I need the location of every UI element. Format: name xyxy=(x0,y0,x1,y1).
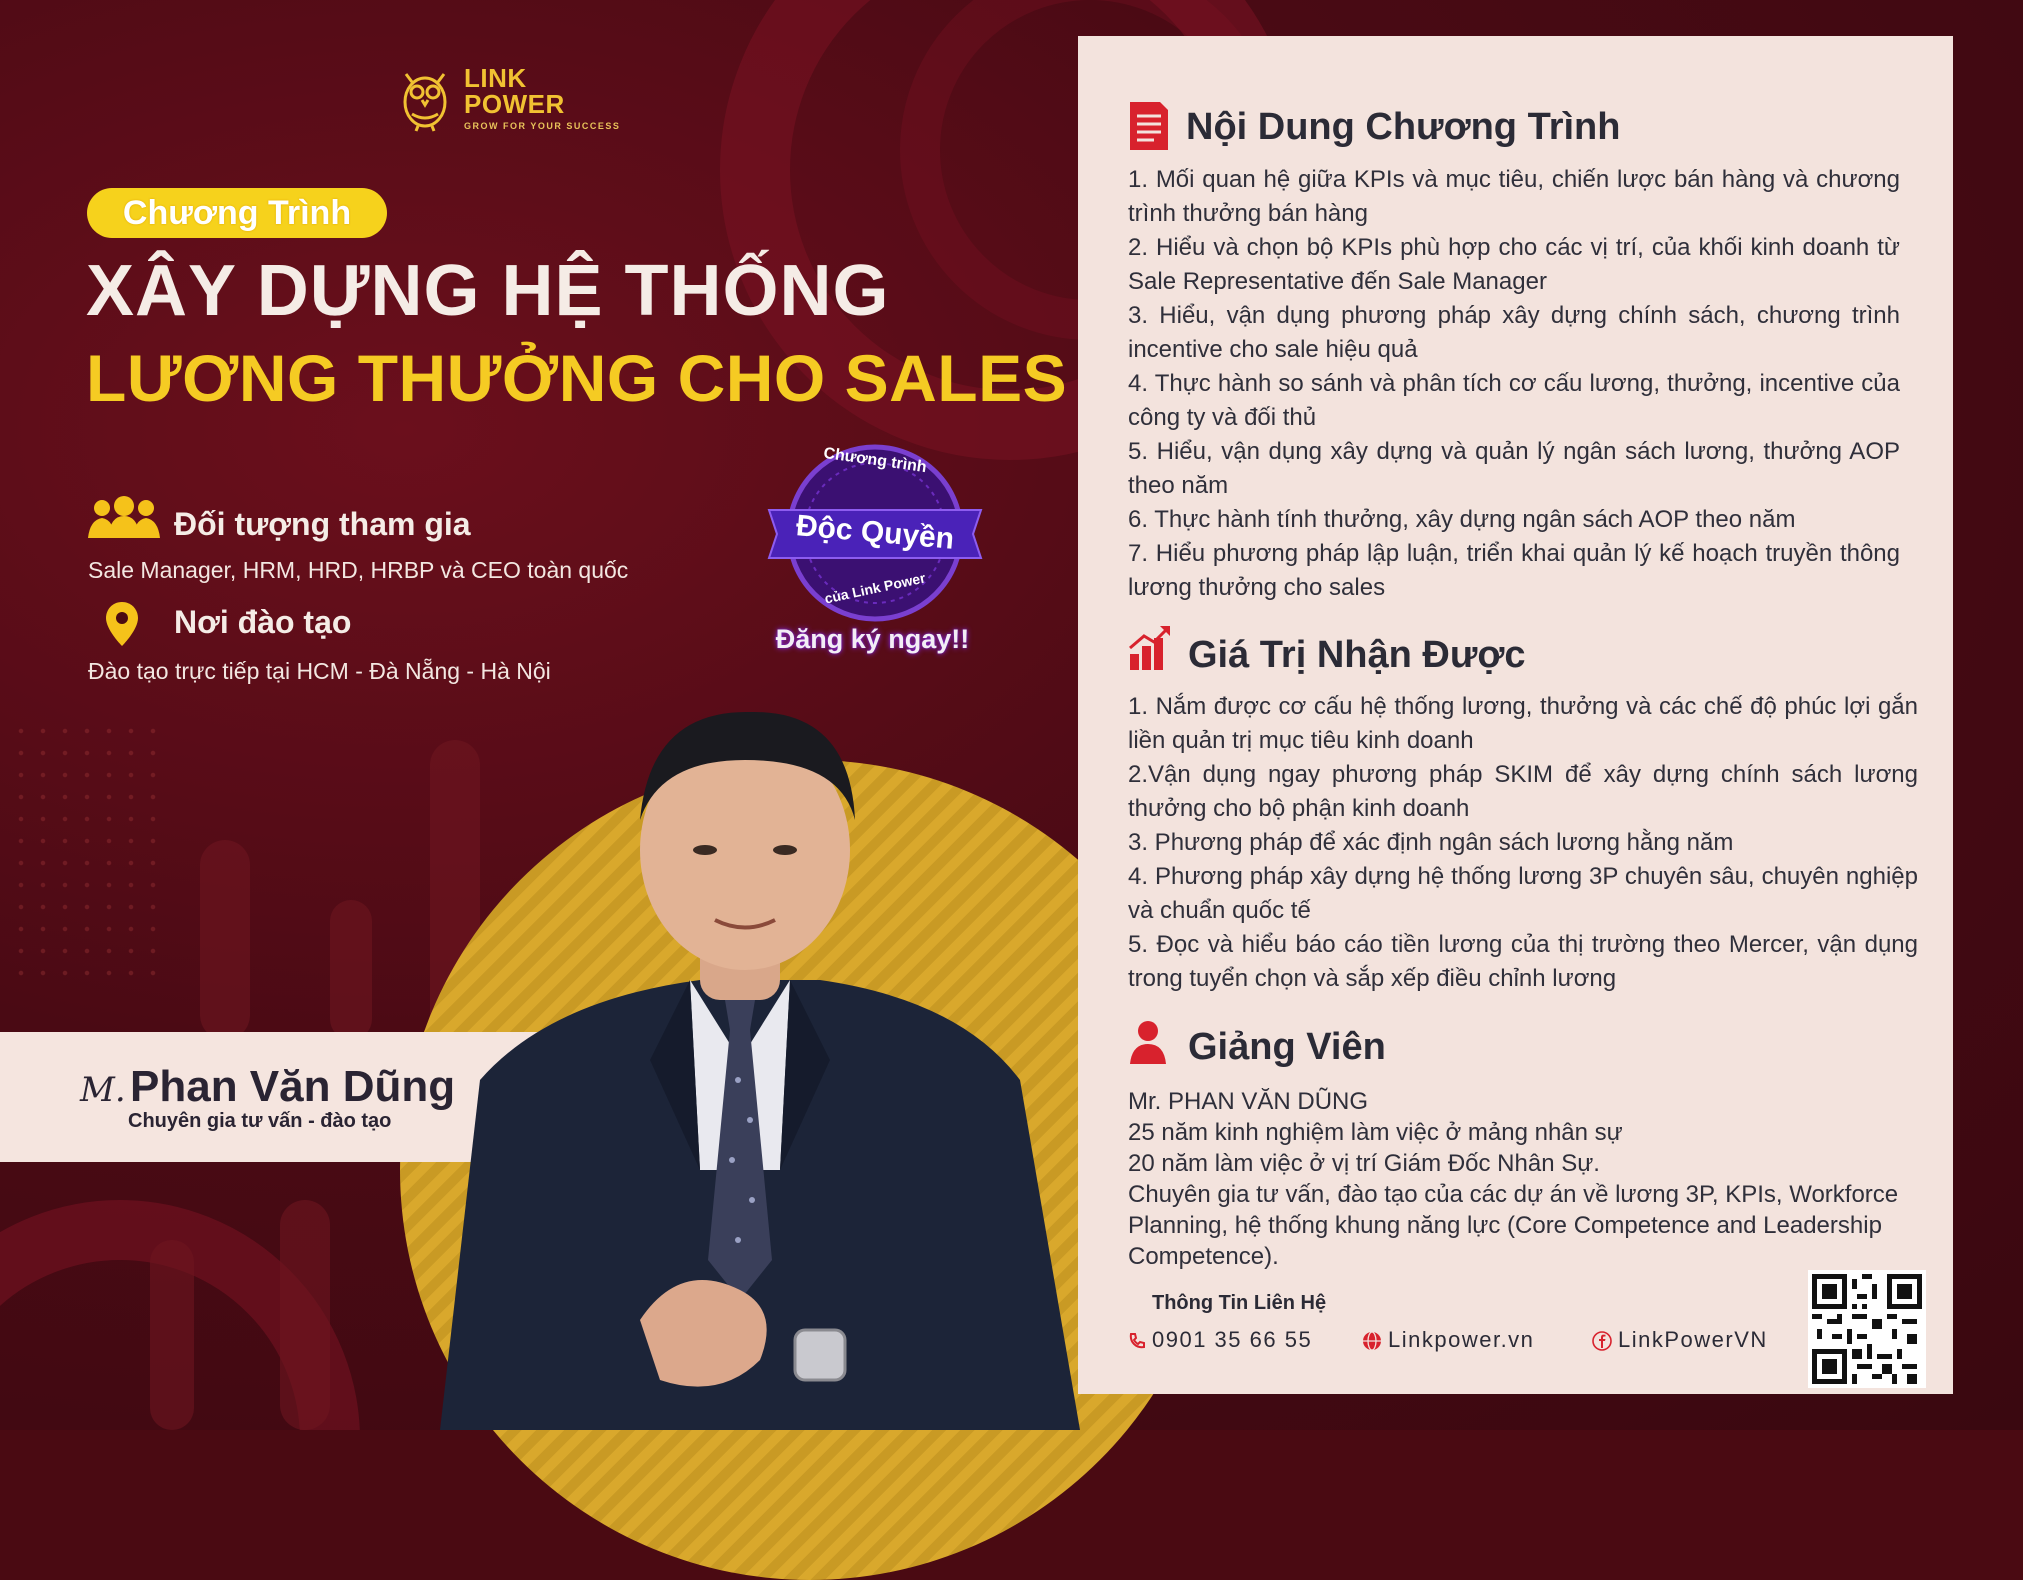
value-item: 5. Đọc và hiểu báo cáo tiền lương của thị trường theo Mercer, vận dụng trong tuyển chọn và sắp xếp điều chỉnh lương xyxy=(1128,931,1918,992)
content-item: 1. Mối quan hệ giữa KPIs và mục tiêu, chiến lược bán hàng và chương trình thưởng bán hàng xyxy=(1128,166,1900,227)
value-heading: Giá Trị Nhận Được xyxy=(1188,634,1526,676)
document-icon xyxy=(1128,100,1170,152)
content-heading: Nội Dung Chương Trình xyxy=(1186,106,1621,148)
contact-facebook-text: LinkPowerVN xyxy=(1618,1327,1768,1352)
brand-logo xyxy=(398,64,620,132)
person-icon xyxy=(1130,1020,1166,1064)
location-heading: Nơi đào tạo xyxy=(174,604,352,640)
lecturer-heading: Giảng Viên xyxy=(1188,1026,1386,1068)
bg-dots xyxy=(10,720,170,980)
contact-facebook[interactable] xyxy=(1592,1327,1768,1353)
content-item: 4. Thực hành so sánh và phân tích cơ cấu lương, thưởng, incentive của công ty và đối thủ xyxy=(1128,370,1900,431)
content-list xyxy=(1128,163,1900,605)
bg-bar xyxy=(150,1240,194,1430)
lecturer-line: 20 năm làm việc ở vị trí Giám Đốc Nhân Sự. xyxy=(1128,1150,1600,1177)
content-item: 3. Hiểu, vận dụng phương pháp xây dựng chính sách, chương trình incentive cho sale hiệu quả xyxy=(1128,302,1900,363)
exclusive-stamp xyxy=(765,438,985,628)
location-text: Đào tạo trực tiếp tại HCM - Đà Nẵng - Hà Nội xyxy=(88,658,551,684)
speaker-photo xyxy=(400,700,1080,1430)
group-icon xyxy=(88,496,160,540)
speaker-signature: M. xyxy=(80,1070,126,1110)
value-item: 2.Vận dụng ngay phương pháp SKIM để xây dựng chính sách lương thưởng cho bộ phận kinh doanh xyxy=(1128,761,1918,822)
bg-bar xyxy=(200,840,250,1040)
program-title-line2: LƯƠNG THƯỞNG CHO SALES xyxy=(86,341,1068,415)
value-item: 4. Phương pháp xây dựng hệ thống lương 3P chuyên sâu, chuyên nghiệp và chuẩn quốc tế xyxy=(1128,863,1918,924)
phone-icon xyxy=(1128,1332,1146,1350)
audience-heading: Đối tượng tham gia xyxy=(174,506,471,542)
stamp-bottom-text: của Link Power xyxy=(823,569,927,607)
content-item: 2. Hiểu và chọn bộ KPIs phù hợp cho các vị trí, của khối kinh doanh từ Sale Representative đến Sale Manager xyxy=(1128,234,1900,295)
brand-name-line2: POWER xyxy=(464,89,565,119)
lecturer-line: Mr. PHAN VĂN DŨNG xyxy=(1128,1088,1369,1115)
value-item: 3. Phương pháp để xác định ngân sách lương hằng năm xyxy=(1128,829,1734,856)
stamp-main-text: Độc Quyền xyxy=(794,509,956,556)
qr-code-graphic xyxy=(1812,1274,1922,1384)
owl-icon xyxy=(398,64,452,132)
value-item: 1. Nắm được cơ cấu hệ thống lương, thưởng và các chế độ phúc lợi gắn liền quản trị mục tiêu kinh doanh xyxy=(1128,693,1918,754)
bar-chart-icon xyxy=(1128,624,1172,670)
speaker-role: Chuyên gia tư vấn - đào tạo xyxy=(128,1110,392,1132)
lecturer-bio xyxy=(1128,1086,1918,1272)
content-item: 5. Hiểu, vận dụng xây dựng và quản lý ngân sách lương, thưởng AOP theo năm xyxy=(1128,438,1900,499)
brand-name-line1: LINK xyxy=(464,63,527,93)
lecturer-line: Chuyên gia tư vấn, đào tạo của các dự án về lương 3P, KPIs, Workforce Planning, hệ thống khung năng lực (Core Competence and Leadership Competence). xyxy=(1128,1181,1899,1270)
qr-code[interactable] xyxy=(1808,1270,1926,1388)
contact-phone-text: 0901 35 66 55 xyxy=(1152,1327,1313,1352)
location-pin-icon xyxy=(104,600,140,648)
program-title-line1: XÂY DỰNG HỆ THỐNG xyxy=(86,251,890,331)
globe-icon xyxy=(1362,1331,1382,1351)
bg-bar xyxy=(280,1200,330,1430)
content-item: 6. Thực hành tính thưởng, xây dựng ngân sách AOP theo năm xyxy=(1128,506,1796,533)
content-item: 7. Hiểu phương pháp lập luận, triển khai quản lý kế hoạch truyền thông lương thưởng cho sales xyxy=(1128,540,1900,601)
contact-website[interactable] xyxy=(1362,1327,1534,1353)
lecturer-line: 25 năm kinh nghiệm làm việc ở mảng nhân sự xyxy=(1128,1119,1623,1146)
facebook-icon xyxy=(1592,1331,1612,1351)
stamp-top-text: Chương trình xyxy=(822,444,928,477)
value-list xyxy=(1128,690,1918,996)
brand-tagline: GROW FOR YOUR SUCCESS xyxy=(464,121,621,131)
speaker-name: Phan Văn Dũng xyxy=(130,1062,456,1111)
contact-phone[interactable] xyxy=(1128,1327,1312,1353)
program-badge: Chương Trình xyxy=(87,188,387,238)
register-cta[interactable]: Đăng ký ngay!! xyxy=(775,624,970,654)
bg-bar xyxy=(330,900,372,1040)
contact-heading: Thông Tin Liên Hệ xyxy=(1152,1292,1327,1314)
audience-text: Sale Manager, HRM, HRD, HRBP và CEO toàn quốc xyxy=(88,557,629,583)
contact-website-text: Linkpower.vn xyxy=(1388,1327,1535,1352)
